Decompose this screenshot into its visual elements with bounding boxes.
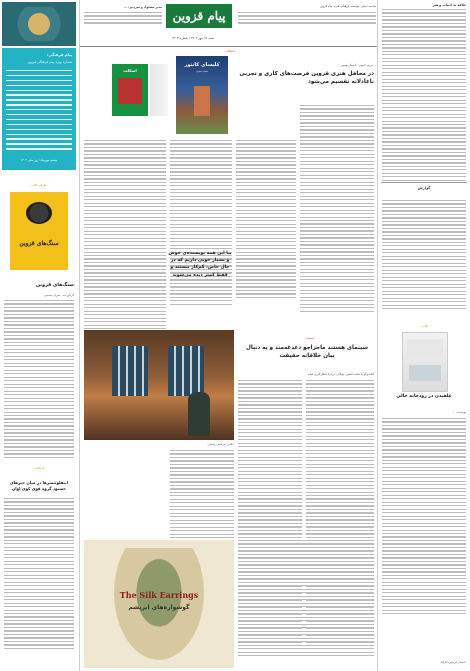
feature-text-col2 bbox=[236, 140, 296, 300]
right-mid-heading-box bbox=[381, 182, 467, 199]
bottom-right-text bbox=[238, 540, 374, 658]
right-footnote: داستان فریدون کارکیا bbox=[441, 660, 466, 664]
book2-cover bbox=[112, 64, 148, 116]
book-cover-title: سنگ‌های قزوین bbox=[19, 240, 59, 247]
book1-author: حمید حبیبی bbox=[195, 70, 209, 73]
right-book-cover bbox=[402, 332, 448, 392]
photo-caption: عکس: مراسم رونمایی bbox=[207, 442, 234, 446]
right-bottom-text bbox=[382, 418, 466, 617]
masthead-editor: مدیر مسئول و سردبیر: ... bbox=[123, 5, 162, 9]
section2-text bbox=[4, 498, 74, 651]
book-badge: معرفی کتاب bbox=[31, 183, 47, 187]
interview-photo bbox=[84, 330, 234, 440]
date-note: بیستم مهرماه؛ روز ملی ۱۴۰۲ bbox=[20, 158, 58, 162]
issue-info: شنبه ۱۵ مهر ۱۴۰۲ / شماره ۲۲۰۴ bbox=[172, 36, 214, 40]
feature-title: در محافل هنری قزوین فرصت‌های کاری و تجربی ناعادلانه تقسیم می‌شود bbox=[239, 71, 374, 85]
quote-title: پیام فرهنگی: bbox=[46, 52, 72, 57]
right-book-meta: نویسنده: ... bbox=[452, 410, 466, 414]
right-mid-heading: گزارش bbox=[417, 186, 431, 190]
quote-box bbox=[2, 48, 76, 170]
poster-title: The Silk Earrings bbox=[119, 590, 199, 600]
main-story-title: سینمای هستند ماجراجو دغدغه‌مند و به دنبال بیان خلاقانه حقیقت bbox=[246, 345, 368, 359]
ornament-panel bbox=[2, 2, 76, 46]
poster-sub: گوشواره‌های ابریشم bbox=[128, 604, 190, 611]
right-book-badge: کتاب bbox=[421, 324, 429, 328]
right-intro: علاقه به ادبیات و هنر bbox=[432, 3, 466, 7]
book-title: سنگ‌های قزوین bbox=[35, 283, 74, 288]
book-meta: گردآورنده: عمران حسینی bbox=[44, 293, 74, 297]
feature-text-col1 bbox=[300, 105, 374, 314]
book-cover bbox=[10, 192, 68, 270]
top-section-label: اسکلت bbox=[225, 49, 235, 53]
book2-title: اسکلت bbox=[123, 68, 137, 73]
book-text bbox=[4, 300, 74, 460]
right-mid-text bbox=[382, 200, 466, 312]
book2-spine bbox=[150, 64, 168, 116]
masthead-license: صاحب امتیاز: مؤسسه فرهنگی هنری پیام قزوین bbox=[320, 4, 376, 8]
column-divider-left bbox=[79, 0, 80, 671]
section2-badge: یادداشت bbox=[33, 466, 45, 470]
masthead bbox=[80, 0, 377, 47]
main-section-badge: سینما bbox=[306, 336, 314, 340]
bottom-text-col bbox=[170, 450, 234, 544]
feature-text-col3 bbox=[170, 140, 232, 307]
feature-lead: مریم حبیبی: داستان‌نویس bbox=[341, 63, 373, 67]
book1-title: کلیسای کانتور bbox=[184, 62, 220, 68]
section2-title: اینفلوئنسرها در میان خبرهای خشنود گروه قوی کوی اوان bbox=[10, 480, 68, 491]
poster bbox=[84, 540, 234, 668]
column-divider bbox=[377, 0, 378, 671]
quote-text: شماره ویژه پیام فرهنگی قزوین bbox=[27, 60, 72, 64]
right-book-title: علفیدن در رودخانه خالی bbox=[396, 394, 452, 399]
main-story-subtitle: گفت‌وگو با محمدحسین مولائی درباره شکل‌گیری فیلم bbox=[307, 372, 374, 376]
pullquote: بیا این همه نویسنده‌ی خوش و بسیار خوبی داریم که در حال خاص، کم‌کار نیستند و فقط کمتر دیده می‌شوند bbox=[168, 251, 232, 278]
feature-text-col4 bbox=[84, 140, 166, 335]
masthead-logo: پیام قزوین bbox=[166, 4, 232, 28]
book1-cover bbox=[176, 56, 228, 134]
